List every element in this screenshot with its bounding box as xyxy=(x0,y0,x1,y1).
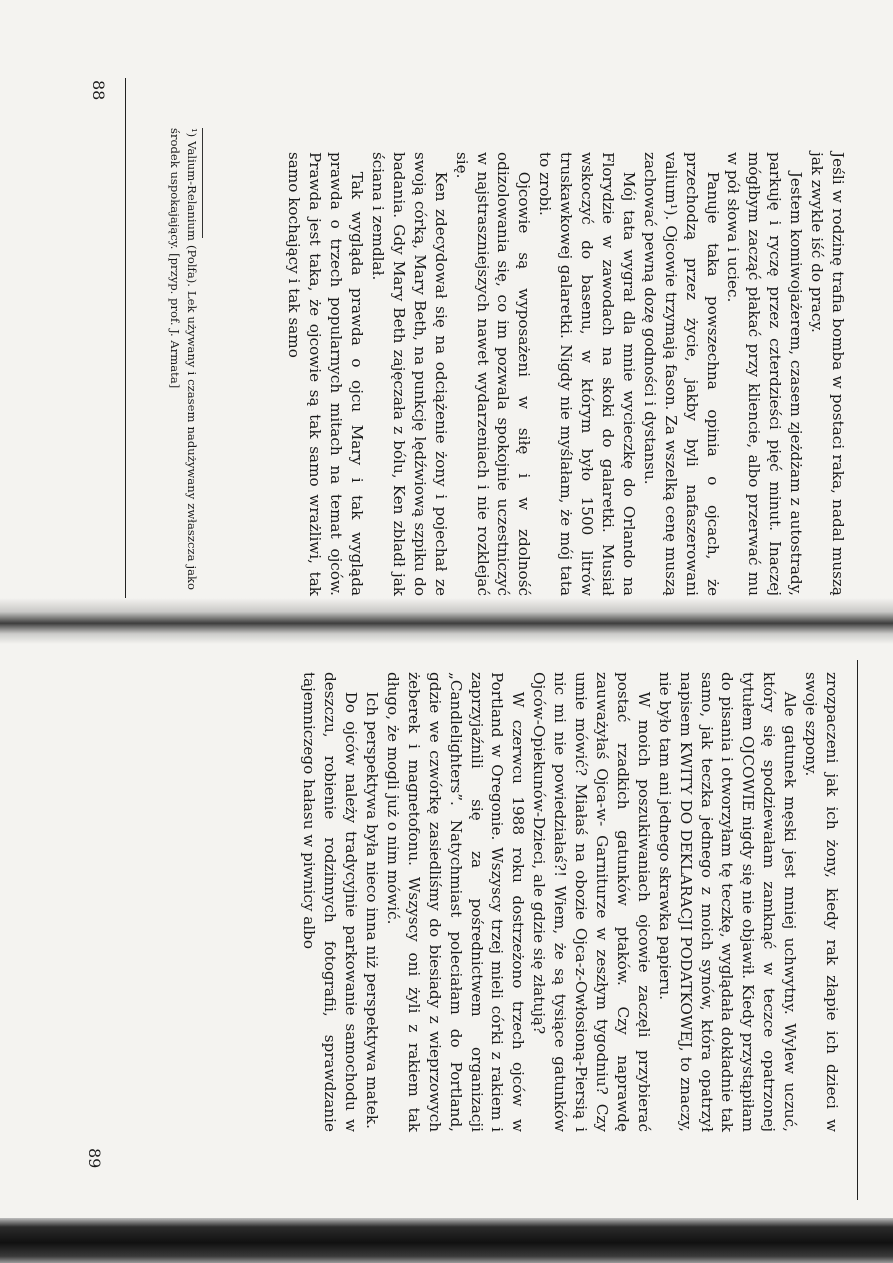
paragraph: Do ojców należy tradycyjnie parkowanie samochodu w deszczu, robienie rodzinnych fotografii, sprawdzanie tajemniczego hałasu w piwnicy albo xyxy=(300,672,361,1132)
paragraph: Tak wygląda prawda o ojcu Mary i tak wygląda prawda o trzech popularnych mitach na temat ojców. Prawda jest taka, że ojcowie są tak samo wrażliwi, tak samo kochający i tak samo xyxy=(285,152,367,596)
footnote-rule xyxy=(202,128,203,238)
paragraph: Ale gatunek męski jest mniej uchwytny. Wylew uczuć, który się spodziewałam zamknąć w teczce opatrzonej tytułem OJCOWIE nigdy się nie objawił. Kiedy przystąpiłam do pisania i otworzyłam tę teczkę, wyglądała dokładnie tak samo, jak teczka jednego z moich synów, która opatrzył napisem KWITY DO DEKLARACJI PODATKOWEJ, to znaczy, nie było tam ani jednego skrawka papieru. xyxy=(655,672,800,1132)
paragraph: zrozpaczeni jak ich żony, kiedy rak złapie ich dzieci w swoje szpony. xyxy=(802,672,841,1132)
paragraph: W moich poszukiwaniach ojcowie zaczęli przybierać postać rzadkich gatunków ptaków. Czy naprawdę zauważyłaś Ojca-w- Garniturze w zeszłym tygodniu? Czy umie mówić? Miałaś na obozie Ojca-z-Owłosioną-Piersią i nic mi nie powiedziałaś?! Wiem, że są tysiące gatunków Ojców-Opiekunów-Dzieci, ale gdzie się złatują? xyxy=(530,672,653,1132)
right-page-text xyxy=(298,672,842,1132)
paragraph: Ich perspektywa była nieco inna niż perspektywa matek. xyxy=(363,691,382,1129)
scanner-edge-band xyxy=(0,1218,893,1263)
paragraph: Jeśli w rodzinę trafia bomba w postaci raka, nadal muszą jak zwykle iść do pracy. xyxy=(808,152,847,596)
paragraph: W czerwcu 1988 roku dostrzeżono trzech ojców w Portland w Oregonie. Wszyscy trzej mieli córki z rakiem i zaprzyjaźnili się za pośrednictwem organizacji „Candlelighters”. Natychmiast poleciałam do Portland, gdzie we czwórkę zasiedliśmy do biesiady z wieprzowych żeberek i magnetofonu. Wszyscy oni żyli z rakiem tak długo, że mogli już o nim mówić. xyxy=(383,672,528,1132)
paragraph: Panuje taka powszechna opinia o ojcach, że przechodzą przez życie, jakby byli nafaszerowani valium¹). Ojcowie trzymają fason. Za wszelką cenę muszą zachować pewną dozę godności i dystansu. xyxy=(640,152,722,596)
page-number-89: 89 xyxy=(85,1148,104,1169)
paragraph: Jestem komiwojażerem, czasem zjeżdżam z autostrady, parkuję i ryczę przez czterdzieści pięć minut. Inaczej mógłbym zacząć płakać przy kliencie, albo przerwać mu w pół słowa i uciec. xyxy=(724,152,806,596)
paragraph: Ojcowie są wyposażeni w siłę i w zdolność odizolowania się, co im pozwala spokojnie uczestniczyć w najstraszniejszych nawet wydarzeniach i nie rozklejać się. xyxy=(452,152,534,596)
header-rule-right-page xyxy=(857,660,858,1200)
binding-gutter-shadow xyxy=(0,598,893,644)
page-number-88: 88 xyxy=(89,80,108,101)
footnote: ¹) Valium-Relanium (Polfa). Lek używany i czasem nadużywany zwłaszcza jako środek uspokajający. [przyp. prof. J. Armata] xyxy=(168,128,199,590)
paragraph: Ken zdecydował się na odciążenie żony i pojechał ze swoją córką, Mary Beth, na punkcję lędźwiową szpiku do badania. Gdy Mary Beth zajęczała z bólu, Ken zbladł jak ściana i zemdlał. xyxy=(369,152,450,596)
header-rule-left-page xyxy=(125,78,126,598)
paragraph: Mój tata wygrał dla mnie wycieczkę do Orlando na Florydzie w zawodach na skoki do galaretki. Musiał wskoczyć do basenu, w którym było 1500 litrów truskawkowej galaretki. Nigdy nie myślałam, że mój tata to zrobi. xyxy=(536,152,638,596)
left-page-text xyxy=(284,152,848,596)
